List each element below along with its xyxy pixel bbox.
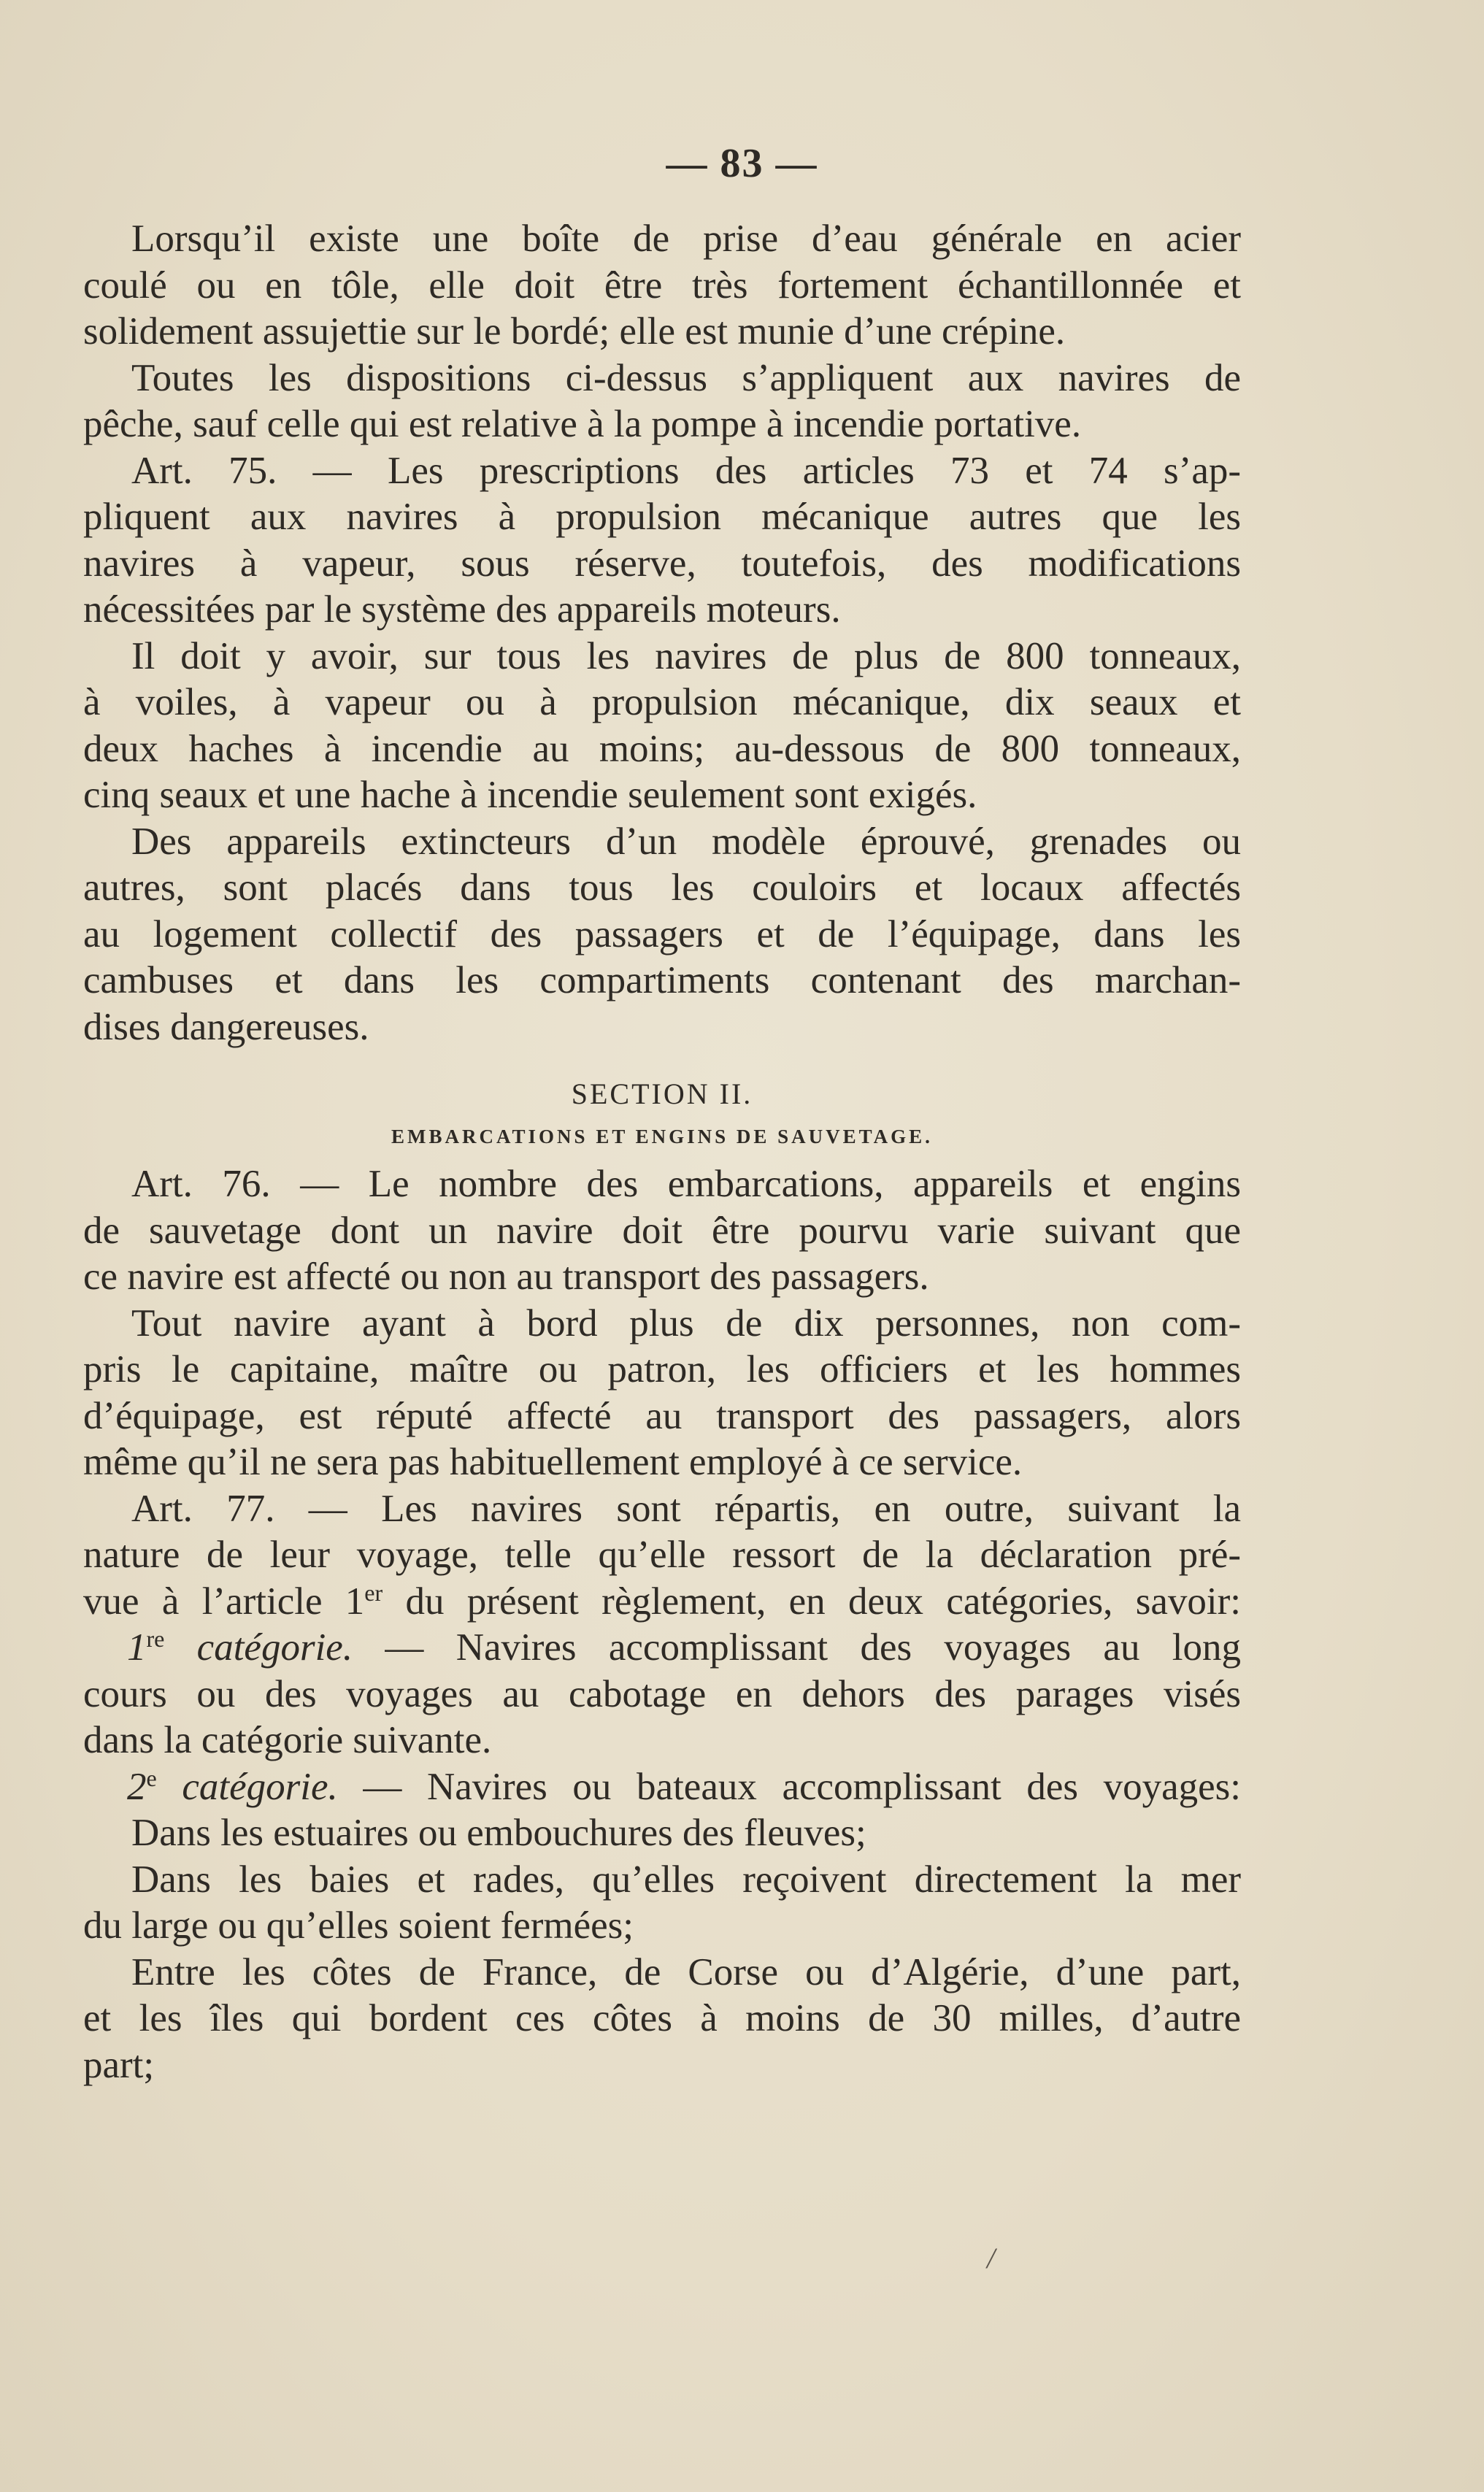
text-line [83,1579,1241,1626]
text-line: à voiles, à vapeur ou à propulsion mécanique, dix seaux et [83,681,1241,723]
list-item: Dans les baies et rades, qu’elles reçoivent directement la mer [131,1858,1241,1901]
text-line: dans la catégorie suivante. [83,1719,492,1761]
text-line: Art. 76. — Le nombre des embarcations, appareils et engins [131,1163,1241,1205]
text-fragment: — Navires accomplissant des voyages au long [353,1626,1241,1669]
text-line: et les îles qui bordent ces côtes à moins de 30 milles, d’autre [83,1997,1241,2039]
ordinal-superscript: e [146,1764,157,1791]
text-line: d’équipage, est réputé affecté au transport des passagers, alors [83,1394,1241,1437]
text-line: au logement collectif des passagers et de l’équipage, dans les [83,912,1241,955]
category-heading-line [83,1625,1241,1672]
text-line: Art. 75. — Les prescriptions des articles 73 et 74 s’ap- [131,449,1241,492]
text-line: Des appareils extincteurs d’un modèle éprouvé, grenades ou [131,820,1241,863]
text-fragment: — Navires ou bateaux accomplissant des voyages: [337,1765,1241,1808]
text-line: solidement assujettie sur le bordé; elle est munie d’une crépine. [83,310,1066,353]
ink-mark: / [987,2242,996,2274]
text-line: deux haches à incendie au moins; au-dessous de 800 tonneaux, [83,727,1241,770]
text-line: Lorsqu’il existe une boîte de prise d’eau générale en acier [131,218,1241,260]
text-line: Toutes les dispositions ci-dessus s’appliquent aux navires de [131,356,1241,399]
category-label: catégorie. [164,1626,353,1669]
text-line: autres, sont placés dans tous les couloirs et locaux affectés [83,866,1241,909]
text-line: nécessitées par le système des appareils moteurs. [83,588,841,631]
category-label: catégorie. [156,1765,338,1808]
text-line: Art. 77. — Les navires sont répartis, en outre, suivant la [131,1487,1241,1530]
ordinal-superscript: re [146,1626,165,1652]
text-line: part; [83,2043,155,2086]
ordinal-superscript: er [364,1579,383,1606]
text-line: cours ou des voyages au cabotage en dehors des parages visés [83,1672,1241,1715]
text-line: navires à vapeur, sous réserve, toutefois, des modifications [83,542,1241,585]
text-fragment: du présent règlement, en deux catégories, savoir: [382,1580,1241,1623]
section-title: SECTION II. [571,1077,753,1110]
text-fragment: vue à l’article 1 [83,1580,365,1623]
text-line: pêche, sauf celle qui est relative à la pompe à incendie portative. [83,403,1082,445]
text-line: même qu’il ne sera pas habituellement employé à ce service. [83,1441,1023,1483]
text-line: de sauvetage dont un navire doit être pourvu varie suivant que [83,1209,1241,1252]
text-line: cinq seaux et une hache à incendie seulement sont exigés. [83,774,977,816]
list-item: Entre les côtes de France, de Corse ou d’Algérie, d’une part, [131,1950,1241,1993]
list-item: Dans les estuaires ou embouchures des fleuves; [131,1812,866,1854]
text-line: pris le capitaine, maître ou patron, les officiers et les hommes [83,1348,1241,1391]
text-line: dises dangereuses. [83,1005,369,1048]
text-line: Tout navire ayant à bord plus de dix personnes, non com- [131,1301,1241,1345]
text-line: ce navire est affecté ou non au transport des passagers. [83,1255,929,1298]
text-line: Il doit y avoir, sur tous les navires de plus de 800 tonneaux, [131,634,1241,677]
text-line: nature de leur voyage, telle qu’elle ressort de la déclaration pré- [83,1534,1241,1576]
text-line: pliquent aux navires à propulsion mécanique autres que les [83,496,1241,538]
text-line: cambuses et dans les compartiments contenant des marchan- [83,959,1241,1001]
category-number: 2 [127,1765,147,1808]
category-number: 1 [127,1626,147,1669]
section-subtitle: EMBARCATIONS ET ENGINS DE SAUVETAGE. [391,1126,933,1147]
page-body [83,216,1241,2088]
category-heading-line [83,1764,1241,1811]
text-line: du large ou qu’elles soient fermées; [83,1904,634,1947]
text-line: coulé ou en tôle, elle doit être très fortement échantillonnée et [83,264,1241,307]
page-number: — 83 — [666,141,818,186]
